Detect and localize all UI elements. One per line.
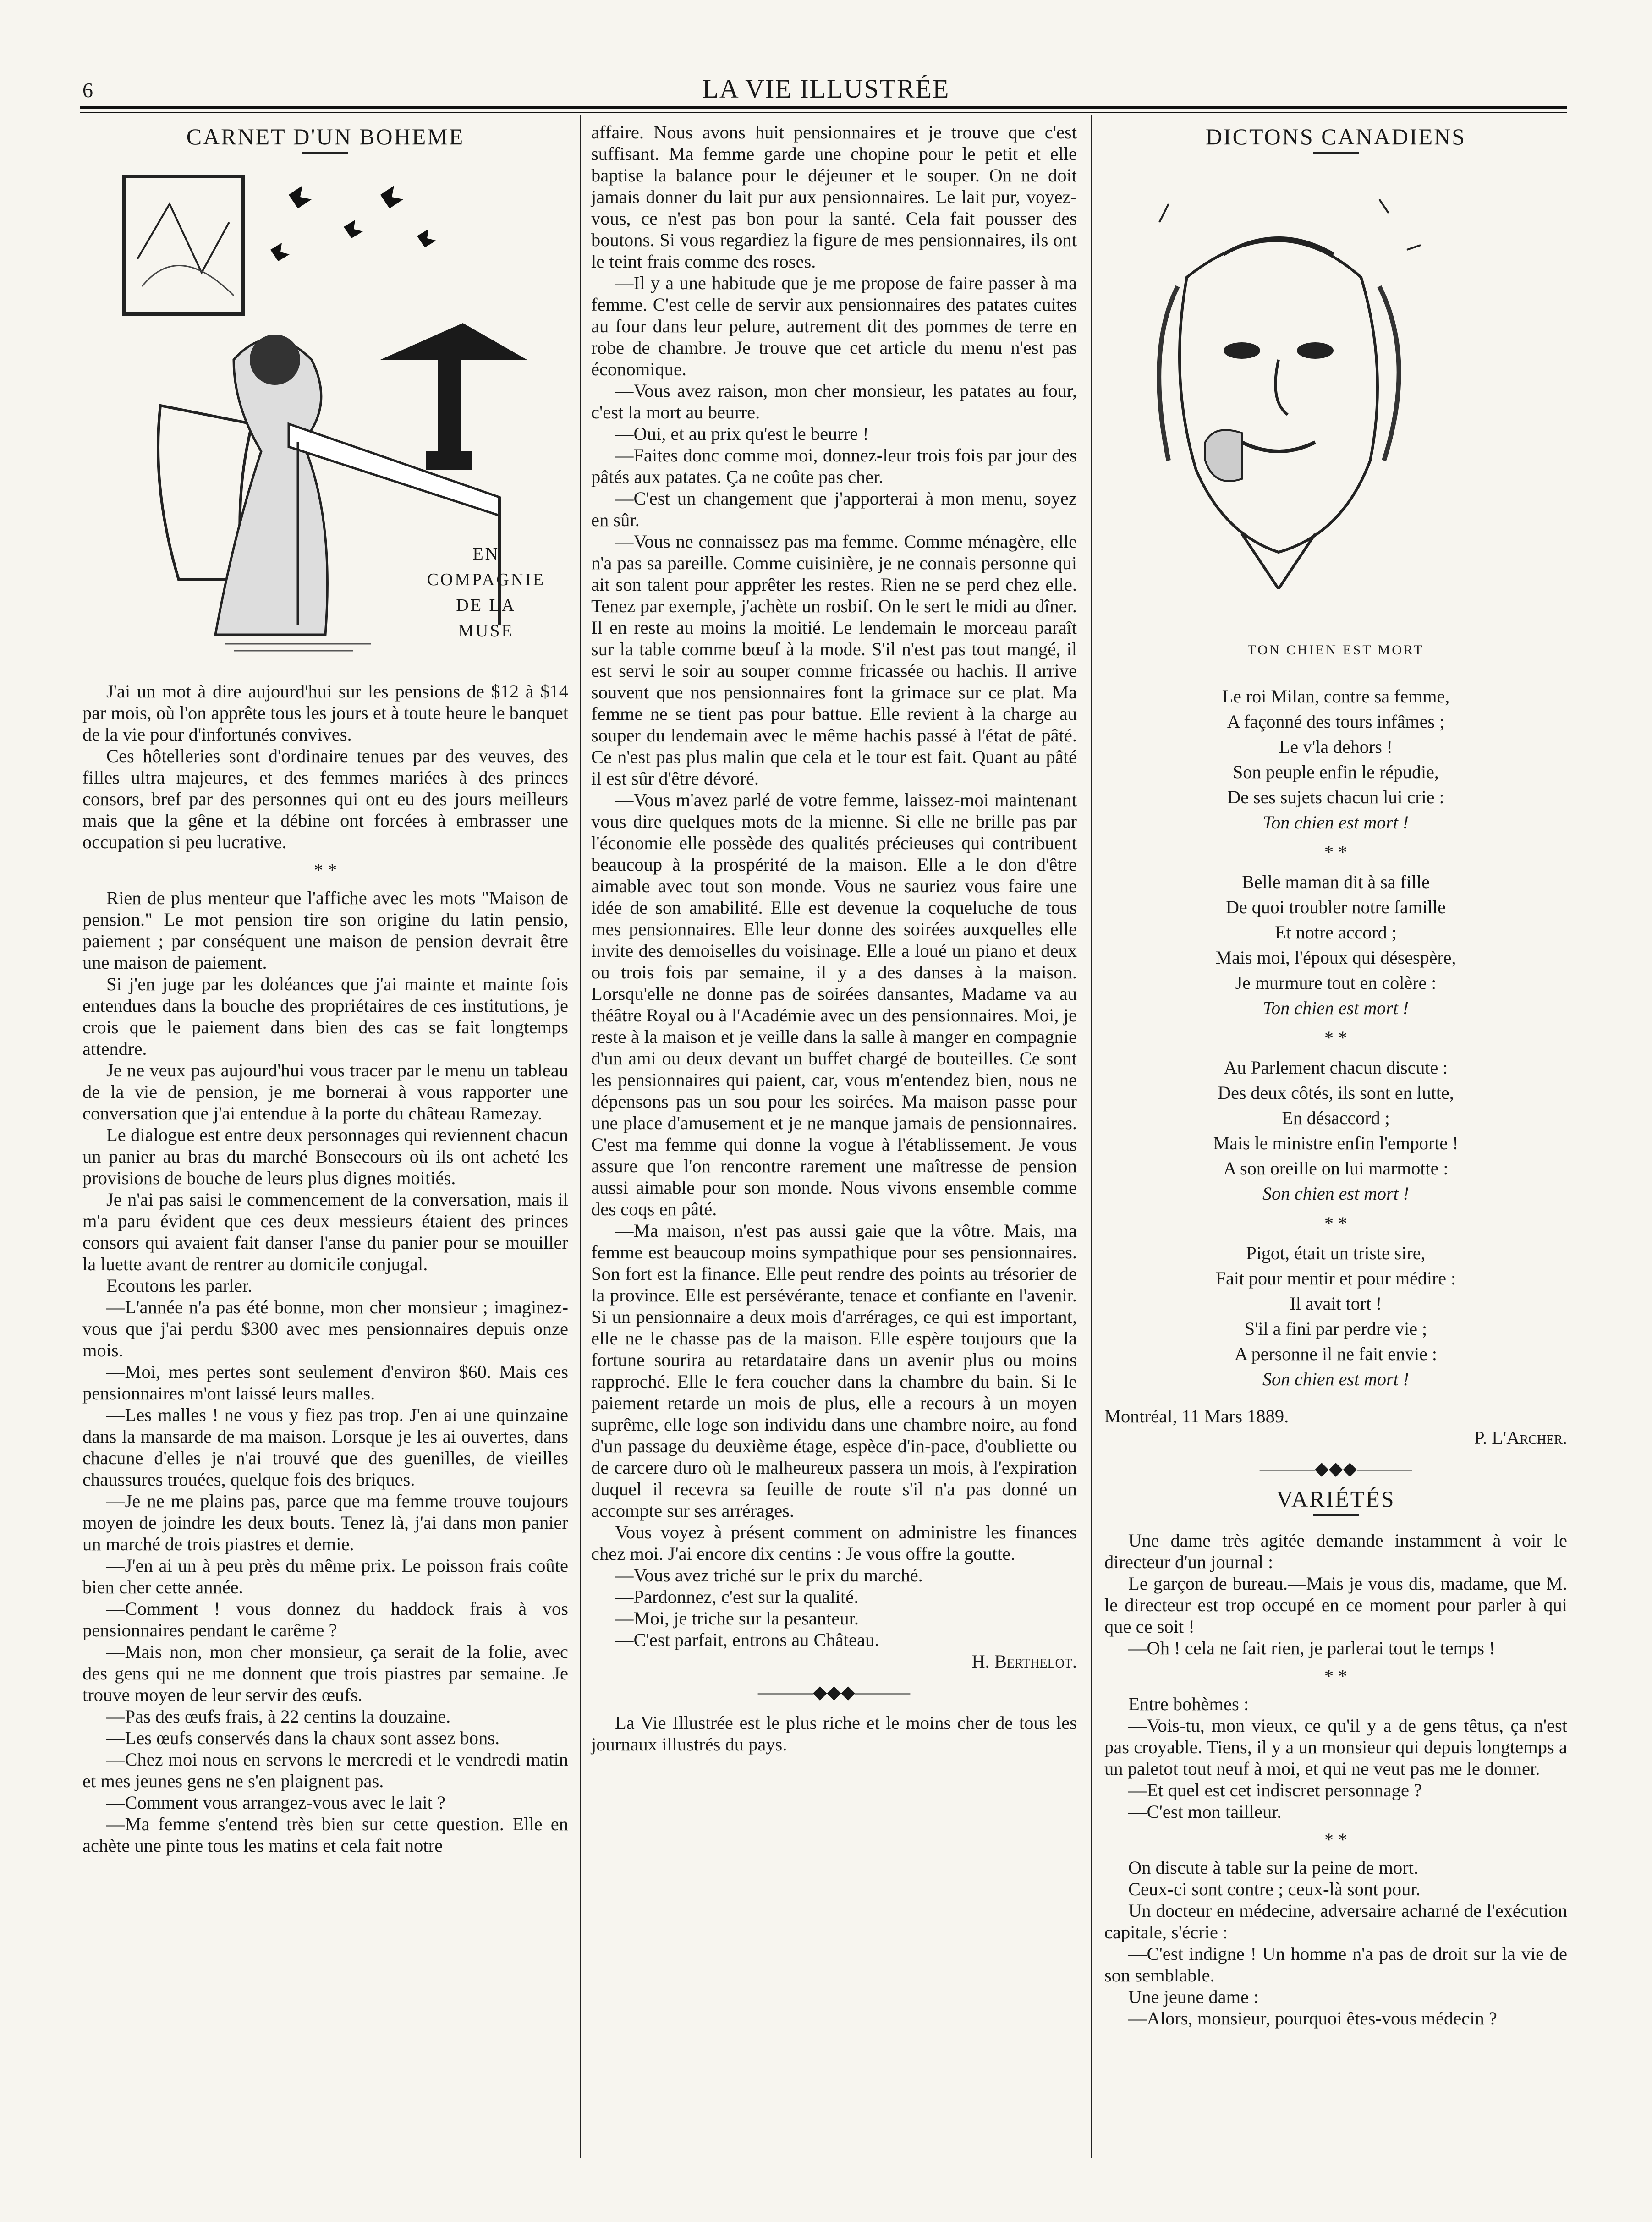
poem-stanza xyxy=(1104,684,1567,835)
caption-line: DE LA xyxy=(456,596,516,615)
poem-signature: P. L'Archer. xyxy=(1474,1427,1567,1448)
paragraph: —C'est un changement que j'apporterai à mon menu, soyez en sûr. xyxy=(591,488,1077,530)
poem-line: A personne il ne fait envie : xyxy=(1234,1344,1438,1364)
poem-line: Mais le ministre enfin l'emporte ! xyxy=(1213,1133,1459,1153)
heading-rule xyxy=(1313,1514,1359,1516)
poem-line: Et notre accord ; xyxy=(1275,922,1397,943)
poem-line: Belle maman dit à sa fille xyxy=(1242,872,1430,892)
paragraph: —Les œufs conservés dans la chaux sont assez bons. xyxy=(106,1728,500,1748)
illustration-caption xyxy=(427,541,545,644)
paragraph: Si j'en juge par les doléances que j'ai mainte et mainte fois entendues dans la bouche des propriétaires de ces institutions, je crois que le paiement dans bien des cas se fait longtemps attendre. xyxy=(82,974,568,1059)
caption-line: COMPAGNIE xyxy=(427,570,545,589)
poem-line: A son oreille on lui marmotte : xyxy=(1223,1158,1449,1179)
paragraph: —Il y a une habitude que je me propose de faire passer à ma femme. C'est celle de servir aux pensionnaires des patates cuites au four dans leur pelure, autrement dit des pommes de terre en robe de chambre. Je trouve que cet article du menu n'est pas économique. xyxy=(591,273,1077,379)
paragraph: —L'année n'a pas été bonne, mon cher monsieur ; imaginez-vous que j'ai perdu $300 avec mes pensionnaires depuis onze mois. xyxy=(82,1297,568,1361)
varietes-heading: VARIÉTÉS xyxy=(1276,1486,1395,1512)
poem-line: Le roi Milan, contre sa femme, xyxy=(1222,686,1450,707)
paragraph: Je n'ai pas saisi le commencement de la conversation, mais il m'a paru évident que ces deux messieurs étaient des princes consors qui avaient fait danser l'anse du panier pour se mouiller la luette avant de rentrer au domicile conjugal. xyxy=(82,1189,568,1274)
poem-stanza xyxy=(1104,869,1567,1020)
paragraph: —Vois-tu, mon vieux, ce qu'il y a de gens têtus, ça n'est pas croyable. Tiens, il y a un monsieur qui depuis longtemps a un paletot tout neuf à moi, et qui ne veut pas me le donner. xyxy=(1104,1715,1567,1779)
paragraph: affaire. Nous avons huit pensionnaires et je trouve que c'est suffisant. Ma femme garde une chopine pour le petit et elle baptise la balance pour le déjeuner et le souper. On ne doit jamais donner du lait pur aux pensionnaires. Le lait pur, voyez-vous, ce n'est pas bon pour la santé. Cela fait pousser des boutons. Si vous regardiez la figure de mes pensionnaires, ils ont le teint frais comme des roses. xyxy=(591,122,1077,272)
poem-refrain: Ton chien est mort ! xyxy=(1262,812,1409,833)
caption-line: EN xyxy=(472,544,500,564)
section-stars: * * xyxy=(1324,1666,1347,1686)
heading-rule xyxy=(302,152,348,154)
paragraph: —Moi, mes pertes sont seulement d'environ $60. Mais ces pensionnaires m'ont laissé leurs malles. xyxy=(82,1361,568,1404)
poem-line: En désaccord ; xyxy=(1282,1108,1390,1128)
masthead-rule-thin xyxy=(80,112,1567,113)
footer-note: La Vie Illustrée est le plus riche et le moins cher de tous les journaux illustrés du pays. xyxy=(591,1712,1077,1755)
paragraph: —Vous avez raison, mon cher monsieur, les patates au four, c'est la mort au beurre. xyxy=(591,380,1077,422)
column-2 xyxy=(591,121,1077,1755)
paragraph: Entre bohèmes : xyxy=(1128,1694,1249,1714)
paragraph: J'ai un mot à dire aujourd'hui sur les pensions de $12 à $14 par mois, où l'on apprête tous les jours et à toute heure le banquet de la vie pour d'infortunés convives. xyxy=(82,681,569,745)
column-1 xyxy=(82,121,568,1856)
paragraph: —Pardonnez, c'est sur la qualité. xyxy=(615,1586,859,1607)
poem-refrain: Ton chien est mort ! xyxy=(1262,998,1409,1018)
poem-line: Au Parlement chacun discute : xyxy=(1224,1057,1448,1078)
article-signature: H. Berthelot. xyxy=(971,1651,1077,1672)
poem-line: S'il a fini par perdre vie ; xyxy=(1244,1318,1427,1339)
paragraph: Un docteur en médecine, adversaire acharné de l'exécution capitale, s'écrie : xyxy=(1104,1900,1567,1942)
poem-stanza xyxy=(1104,1055,1567,1206)
column-divider-right xyxy=(1091,115,1092,2158)
poem-line: Son peuple enfin le répudie, xyxy=(1233,762,1439,782)
section-stars: * * xyxy=(314,860,337,880)
paragraph: —Oui, et au prix qu'est le beurre ! xyxy=(615,423,869,444)
paragraph: —C'est indigne ! Un homme n'a pas de droit sur la vie de son semblable. xyxy=(1104,1943,1567,1986)
paragraph: —Je ne me plains pas, parce que ma femme trouve toujours moyen de joindre les deux bouts. Tenez là, j'ai dans mon panier un marché de trois piastres et demie. xyxy=(82,1491,568,1554)
section-stars: * * xyxy=(1324,1027,1347,1048)
poem-line: De quoi troubler notre famille xyxy=(1226,897,1446,917)
paragraph: —Moi, je triche sur la pesanteur. xyxy=(615,1608,859,1629)
paragraph: —Ma femme s'entend très bien sur cette question. Elle en achète une pinte tous les matins et cela fait notre xyxy=(82,1814,568,1856)
paragraph: Ces hôtelleries sont d'ordinaire tenues par des veuves, des filles ultra majeures, et des femmes mariées à des princes consors, bref par des personnes qui ont eu des jours meilleurs mais que la gêne et la débine ont forcées à embrasser une occupation si peu lucrative. xyxy=(82,746,568,852)
bohemian-illustration xyxy=(96,167,554,662)
page-number: 6 xyxy=(82,78,93,102)
poem-line: Pigot, était un triste sire, xyxy=(1246,1243,1426,1263)
column-divider-left xyxy=(580,115,581,2158)
poem-stanza xyxy=(1104,1240,1567,1392)
masthead-title: LA VIE ILLUSTRÉE xyxy=(702,74,950,104)
poem-line: Des deux côtés, ils sont en lutte, xyxy=(1218,1082,1454,1103)
paragraph: —C'est parfait, entrons au Château. xyxy=(615,1629,879,1650)
paragraph: —Comment ! vous donnez du haddock frais à vos pensionnaires pendant le carême ? xyxy=(82,1598,568,1640)
column-3 xyxy=(1104,121,1567,2029)
ornament-divider: ———◆◆◆——— xyxy=(1259,1458,1412,1479)
poem-refrain: Son chien est mort ! xyxy=(1262,1369,1409,1389)
poem-line: Le v'la dehors ! xyxy=(1279,736,1393,757)
section-stars: * * xyxy=(1324,1213,1347,1234)
paragraph: Une dame très agitée demande instamment à voir le directeur d'un journal : xyxy=(1104,1530,1567,1572)
poem-line: A façonné des tours infâmes ; xyxy=(1227,711,1445,732)
poem-refrain: Son chien est mort ! xyxy=(1262,1183,1409,1204)
heading-rule xyxy=(1313,152,1359,154)
dateline: Montréal, 11 Mars 1889. xyxy=(1104,1406,1289,1426)
paragraph: —Faites donc comme moi, donnez-leur trois fois par jour des pâtés aux patates. Ça ne coûte pas cher. xyxy=(591,445,1077,487)
paragraph: Une jeune dame : xyxy=(1128,1986,1259,2007)
section-stars: * * xyxy=(1324,1829,1347,1850)
paragraph: —Pas des œufs frais, à 22 centins la douzaine. xyxy=(106,1706,451,1727)
paragraph: —Les malles ! ne vous y fiez pas trop. J'en ai une quinzaine dans la mansarde de ma maison. Lorsque je les ai ouvertes, dans chacune d'elles je n'ai trouvé que des guenilles, de vieilles chaussures trouées, quelque fois des briques. xyxy=(82,1405,568,1490)
poem-line: Je murmure tout en colère : xyxy=(1235,972,1437,993)
section-stars: * * xyxy=(1324,842,1347,862)
poem-line: Il avait tort ! xyxy=(1290,1293,1382,1314)
ornament-divider: ———◆◆◆——— xyxy=(757,1682,911,1702)
paragraph: —J'en ai un à peu près du même prix. Le poisson frais coûte bien cher cette année. xyxy=(82,1555,568,1597)
paragraph: Ceux-ci sont contre ; ceux-là sont pour. xyxy=(1128,1879,1421,1899)
paragraph: —Alors, monsieur, pourquoi êtes-vous médecin ? xyxy=(1128,2008,1497,2029)
paragraph: Le garçon de bureau.—Mais je vous dis, madame, que M. le directeur est trop occupé en ce moment pour parler à qui que ce soit ! xyxy=(1104,1573,1567,1637)
caption-line: MUSE xyxy=(458,621,514,641)
caricature-portrait-image xyxy=(1104,186,1453,589)
paragraph: —Vous ne connaissez pas ma femme. Comme ménagère, elle n'a pas sa pareille. Comme cuisinière, je ne connais personne qui ait son talent pour apprêter les restes. Rien ne se perd chez elle. Tenez par exemple, j'achète un rosbif. On le sert le midi au dîner. Il en reste au moins la moitié. Le lendemain le morceau paraît sur la table comme bœuf à la mode. S'il n'est pas tout mangé, il est servi le soir au souper comme fricassée ou hachis. Il arrive souvent que nos pensionnaires font la grimace sur ce plat. Ma femme ne se tient pas pour battue. Elle revient à la charge au souper du lendemain avec le même hachis passé à l'état de pâté. Ce n'est pas plus malin que cela et le tour est fait. Quant au pâté il est sûr d'être dévoré. xyxy=(591,531,1077,789)
paragraph: —C'est mon tailleur. xyxy=(1128,1801,1282,1822)
paragraph: —Mais non, mon cher monsieur, ça serait de la folie, avec des gens qui ne me donnent que trois piastres par semaine. Je trouve moyen de leur servir des œufs. xyxy=(82,1641,568,1705)
paragraph: —Et quel est cet indiscret personnage ? xyxy=(1128,1780,1422,1800)
paragraph: Vous voyez à présent comment on administre les finances chez moi. J'ai encore dix centins : Je vous offre la goutte. xyxy=(591,1522,1077,1564)
paragraph: —Vous avez triché sur le prix du marché. xyxy=(615,1565,923,1586)
article-heading-carnet: CARNET D'UN BOHEME xyxy=(186,124,465,149)
article-heading-dictons: DICTONS CANADIENS xyxy=(1205,124,1466,149)
paragraph: Rien de plus menteur que l'affiche avec les mots "Maison de pension." Le mot pension tire son origine du latin pensio, paiement ; par conséquent une maison de pension devrait être une maison de paiement. xyxy=(82,888,568,973)
paragraph: —Ma maison, n'est pas aussi gaie que la vôtre. Mais, ma femme est beaucoup moins sympathique pour ses pensionnaires. Son fort est la finance. Elle peut rendre des points au trésorier de la province. Elle est persévérante, tenace et confiante en l'avenir. Si un pensionnaire a deux mois d'arrérages, ce qui est important, elle ne le chasse pas de la maison. Elle espère toujours que la fortune sourira au retardataire dans un avenir plus ou moins rapproché. Elle le fera coucher dans la chambre du bain. Si le paiement retarde un mois de plus, elle a recours à un moyen suprême, elle loge son individu dans une chambre noire, au fond d'un passage du deuxième étage, espèce d'in-pace, d'oubliette ou de carcere duro où le malheureux passera un mois, à l'expiration duquel il recevra sa feuille de route s'il n'a pas donné un accompte sur ses arrérages. xyxy=(591,1220,1077,1521)
poem-title: TON CHIEN EST MORT xyxy=(1247,642,1424,658)
paragraph: Le dialogue est entre deux personnages qui reviennent chacun un panier au bras du marché Bonsecours où ils ont acheté les provisions de bouche de leurs plus dignes moitiés. xyxy=(82,1125,568,1188)
paragraph: —Chez moi nous en servons le mercredi et le vendredi matin et mes jeunes gens ne s'en plaignent pas. xyxy=(82,1749,568,1791)
paragraph: Je ne veux pas aujourd'hui vous tracer par le menu un tableau de la vie de pension, je me bornerai à vous rapporter une conversation que j'ai entendue à la porte du château Ramezay. xyxy=(82,1060,568,1124)
paragraph: —Vous m'avez parlé de votre femme, laissez-moi maintenant vous dire quelques mots de la mienne. Si elle ne brille pas par l'économie elle possède des qualités précieuses qui contribuent beaucoup à la prospérité de la maison. Elle a le don d'être aimable avec tout son monde. Vous ne sauriez vous faire une idée de son amabilité. Elle est devenue la coqueluche de tous mes pensionnaires. Elle leur donne des soirées auxquelles elle invite des demoiselles du voisinage. Elle a loué un piano et deux ou trois fois par semaine, il y a des danses à la maison. Lorsqu'elle ne donne pas de soirées dansantes, Madame va au théâtre Royal ou à l'Académie avec un des pensionnaires. Moi, je reste à la maison et je veille dans la salle à manger en compagnie d'un ami ou deux devant un buffet chargé de bouteilles. Ce sont les pensionnaires qui paient, car, vous m'entendez bien, nous ne dépensons pas un sou pour les soirées. Ma maison passe pour une place d'amusement et je ne manque jamais de pensionnaires. C'est ma femme qui donne la vogue à l'établissement. Je vous assure que l'on rencontre rarement une maîtresse de pension aussi aimable pour son monde. Nous vivons ensemble comme des coqs en pâté. xyxy=(591,790,1077,1219)
paragraph: On discute à table sur la peine de mort. xyxy=(1128,1857,1419,1878)
poem-line: Fait pour mentir et pour médire : xyxy=(1215,1268,1456,1289)
poem-line: De ses sujets chacun lui crie : xyxy=(1227,787,1444,807)
masthead-rule xyxy=(80,106,1567,109)
paragraph: —Comment vous arrangez-vous avec le lait ? xyxy=(106,1792,445,1813)
paragraph: —Oh ! cela ne fait rien, je parlerai tout le temps ! xyxy=(1128,1638,1495,1658)
paragraph: Ecoutons les parler. xyxy=(106,1275,252,1296)
poem-line: Mais moi, l'époux qui désespère, xyxy=(1215,947,1456,968)
